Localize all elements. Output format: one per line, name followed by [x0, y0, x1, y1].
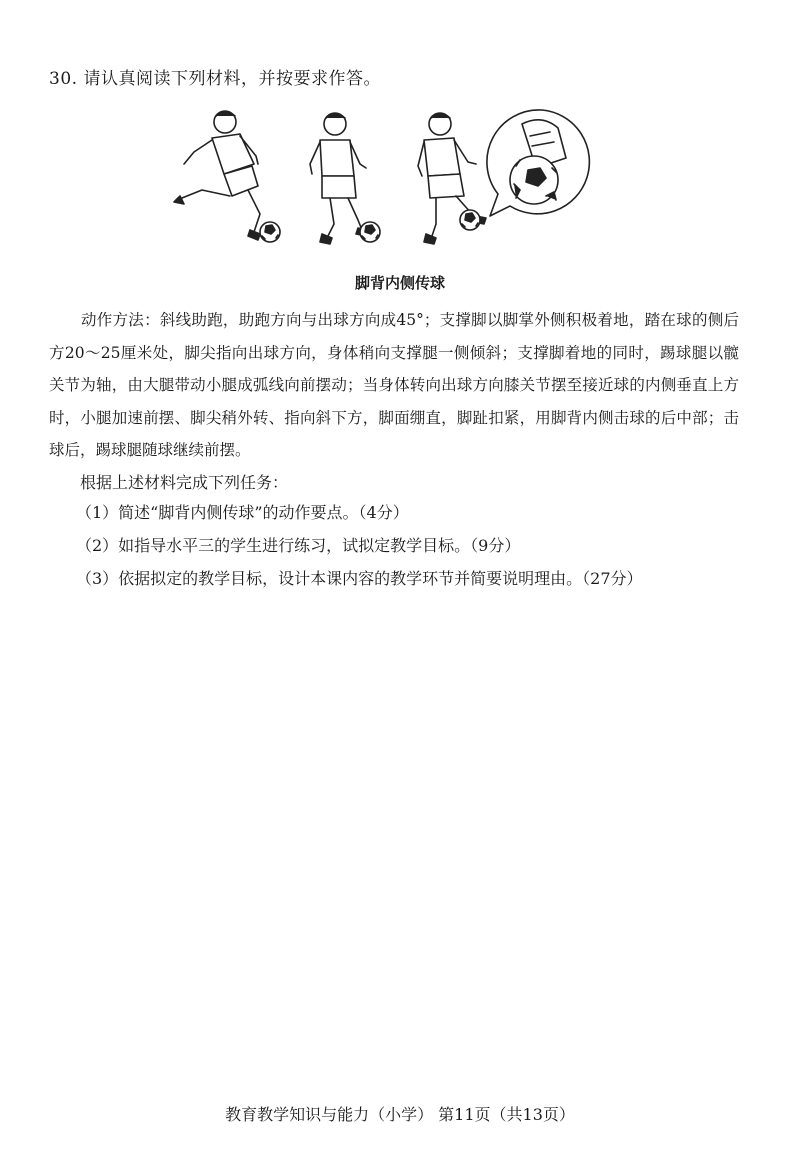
task-item-1: （1）简述“脚背内侧传球”的动作要点。（4分）	[76, 503, 409, 522]
material-paragraph: 动作方法：斜线助跑，助跑方向与出球方向成45°；支撑脚以脚掌外侧积极着地，踏在球的侧后方20～25厘米处，脚尖指向出球方向，身体稍向支撑腿一侧倾斜；支撑脚着地的同时，踢球腿以髋关节为轴，由大腿带动小腿成弧线向前摆动；当身体转向出球方向膝关节摆至接近球的内侧垂直上方时，小腿加速前摆、脚尖稍外转、指向斜下方，脚面绷直，脚趾扣紧，用脚背内侧击球的后中部；击球后，踢球腿随球继续前摆。	[49, 311, 739, 459]
task-item-3: （3）依据拟定的教学目标，设计本课内容的教学环节并简要说明理由。（27分）	[76, 569, 643, 588]
soccer-ball-3	[460, 210, 480, 230]
page-footer: 教育教学知识与能力（小学） 第11页（共13页）	[225, 1105, 575, 1124]
question-title: 30. 请认真阅读下列材料，并按要求作答。	[49, 69, 381, 89]
task-item-2: （2）如指导水平三的学生进行练习，试拟定教学目标。（9分）	[76, 536, 521, 555]
figure-caption: 脚背内侧传球	[354, 274, 445, 292]
tasks-intro: 根据上述材料完成下列任务：	[80, 473, 289, 492]
player-figure-2	[310, 113, 368, 244]
closeup-bubble	[487, 110, 589, 216]
soccer-ball-2	[360, 222, 380, 242]
soccer-ball-1	[260, 222, 280, 242]
player-figure-1	[174, 111, 260, 240]
kicking-illustration	[150, 100, 600, 260]
